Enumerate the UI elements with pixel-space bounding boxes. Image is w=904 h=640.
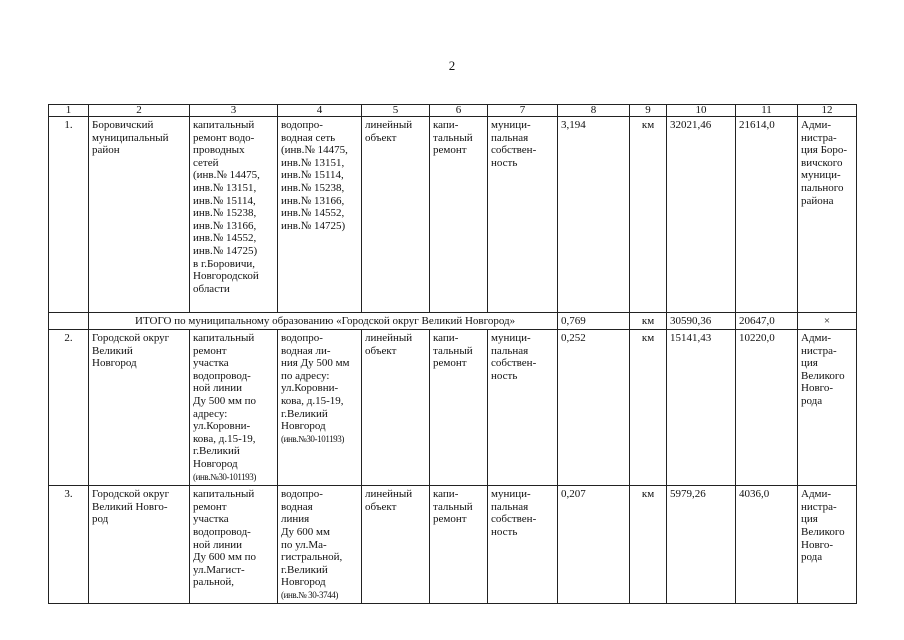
work-type-cell: капи- тальный ремонт — [430, 117, 488, 313]
column-number: 11 — [736, 105, 798, 117]
total-cost-cell: 5979,26 — [667, 486, 736, 604]
object-name-cell — [278, 486, 362, 604]
column-number: 9 — [630, 105, 667, 117]
unit-cell: км — [630, 117, 667, 313]
total-capacity: 0,769 — [558, 313, 630, 330]
column-number: 10 — [667, 105, 736, 117]
ownership-cell: муници- пальная собствен- ность — [488, 486, 558, 604]
work-type-cell: капи- тальный ремонт — [430, 330, 488, 486]
row-number: 3. — [49, 486, 89, 604]
object-inventory-number: (инв.№30-101193) — [281, 433, 344, 444]
recipient-cell: Адми- нистра- ция Великого Новго- рода — [798, 330, 857, 486]
object-name-cell — [278, 330, 362, 486]
column-number: 5 — [362, 105, 430, 117]
object-name-text: водопро- водная ли- ния Ду 500 мм по адресу: ул.Коровни- кова, д.15-19, г.Великий Новгород — [281, 332, 350, 433]
total-mark: × — [798, 313, 857, 330]
work-type-cell: капи- тальный ремонт — [430, 486, 488, 604]
page-number: 2 — [448, 58, 456, 73]
ownership-cell: муници- пальная собствен- ность — [488, 330, 558, 486]
work-name-cell: капитальный ремонт водо- проводных сетей (инв.№ 14475, инв.№ 13151, инв.№ 15114, инв.№ 15238, инв.№ 13166, инв.№ 14552, инв.№ 14725) в г.Боровичи, Новгородской области — [190, 117, 278, 313]
column-number: 8 — [558, 105, 630, 117]
total-label: ИТОГО по муниципальному образованию «Городской округ Великий Новгород» — [89, 313, 558, 330]
row-number: 2. — [49, 330, 89, 486]
recipient-cell: Адми- нистра- ция Боро- вичского муници- пального района — [798, 117, 857, 313]
recipient-cell: Адми- нистра- ция Великого Новго- рода — [798, 486, 857, 604]
municipality-cell: Боровичский муниципальный район — [89, 117, 190, 313]
table-row — [49, 330, 857, 486]
column-number-row — [49, 105, 857, 117]
total-unit: км — [630, 313, 667, 330]
work-name-cell — [190, 330, 278, 486]
total-cost-cell: 15141,43 — [667, 330, 736, 486]
column-number: 6 — [430, 105, 488, 117]
ownership-cell: муници- пальная собствен- ность — [488, 117, 558, 313]
object-type-cell: линейный объект — [362, 486, 430, 604]
column-number: 2 — [89, 105, 190, 117]
object-name-text: водопро- водная линия Ду 600 мм по ул.Ма- гистральной, г.Великий Новгород — [281, 488, 343, 589]
work-name-cell: капитальный ремонт участка водопровод- ной линии Ду 600 мм по ул.Магист- ральной, — [190, 486, 278, 604]
object-name-cell: водопро- водная сеть (инв.№ 14475, инв.№ 13151, инв.№ 15114, инв.№ 15238, инв.№ 13166, инв.№ 14552, инв.№ 14725) — [278, 117, 362, 313]
row-number: 1. — [49, 117, 89, 313]
column-number: 12 — [798, 105, 857, 117]
subsidy-cell: 10220,0 — [736, 330, 798, 486]
total-cost: 30590,36 — [667, 313, 736, 330]
column-number: 1 — [49, 105, 89, 117]
object-inventory-number: (инв.№ 30-3744) — [281, 589, 338, 600]
total-row — [49, 313, 857, 330]
unit-cell: км — [630, 330, 667, 486]
total-cost-cell: 32021,46 — [667, 117, 736, 313]
column-number: 3 — [190, 105, 278, 117]
column-number: 4 — [278, 105, 362, 117]
work-name-text: капитальный ремонт участка водопровод- ной линии Ду 500 мм по адресу: ул.Коровни- кова, д.15-19, г.Великий Новгород — [193, 332, 257, 470]
table-row — [49, 486, 857, 604]
work-inventory-number: (инв.№30-101193) — [193, 471, 256, 482]
municipality-cell: Городской округ Великий Новгород — [89, 330, 190, 486]
column-number: 7 — [488, 105, 558, 117]
subsidy-cell: 21614,0 — [736, 117, 798, 313]
total-subsidy: 20647,0 — [736, 313, 798, 330]
capacity-cell: 3,194 — [558, 117, 630, 313]
subsidy-table — [48, 104, 857, 604]
subsidy-cell: 4036,0 — [736, 486, 798, 604]
unit-cell: км — [630, 486, 667, 604]
municipality-cell: Городской округ Великий Новго- род — [89, 486, 190, 604]
capacity-cell: 0,207 — [558, 486, 630, 604]
capacity-cell: 0,252 — [558, 330, 630, 486]
object-type-cell: линейный объект — [362, 330, 430, 486]
object-type-cell: линейный объект — [362, 117, 430, 313]
table-row — [49, 117, 857, 313]
